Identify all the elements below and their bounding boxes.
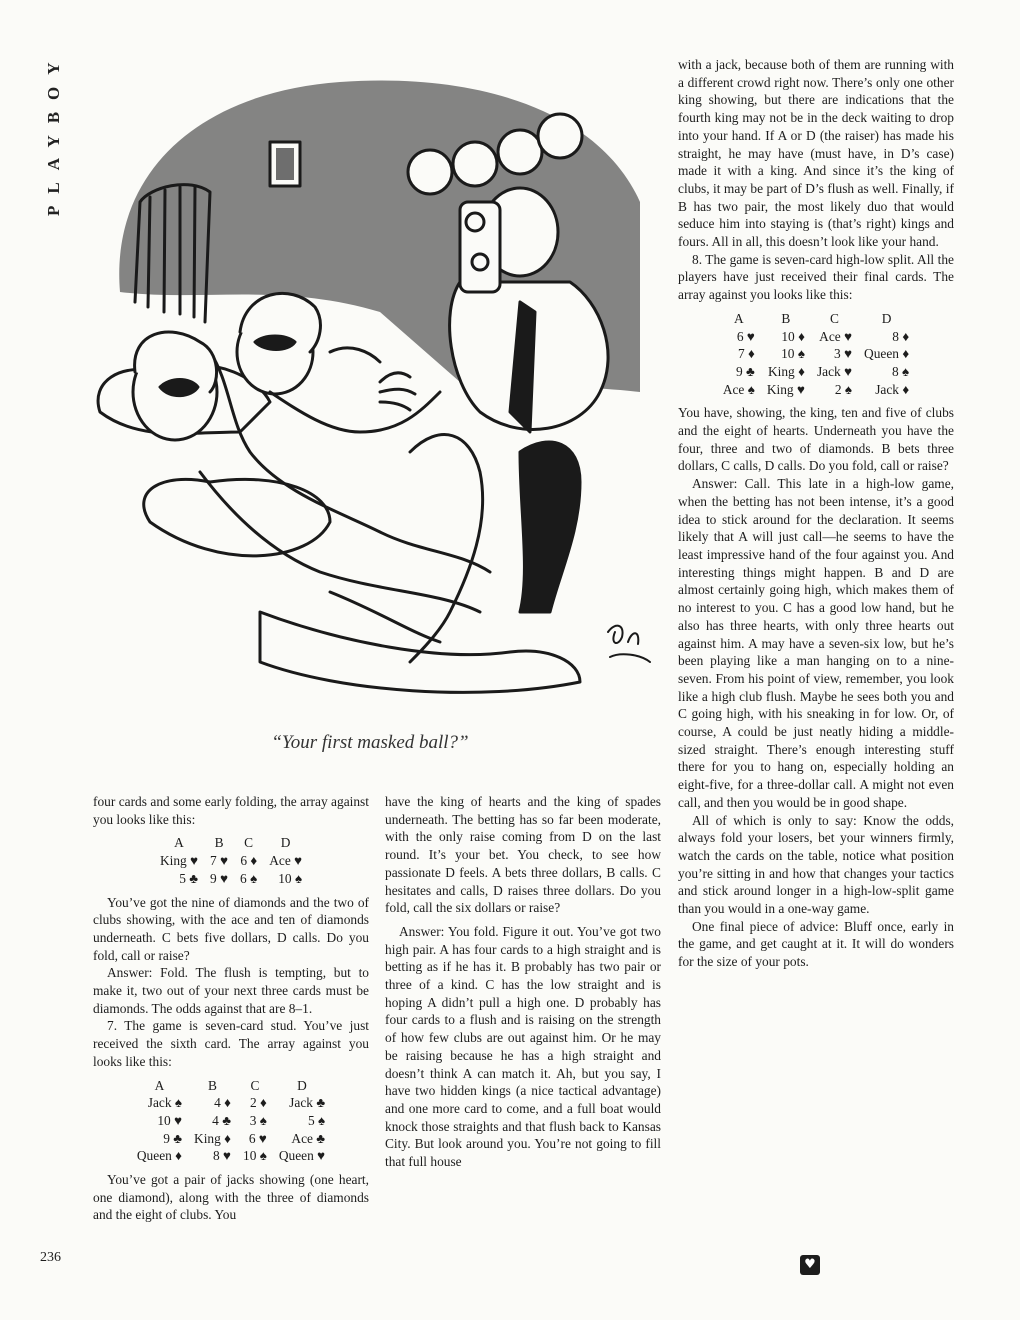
table-row: [154, 870, 308, 888]
paragraph: Answer: You fold. Figure it out. You’ve got two high pair. A has four cards to a high straight and is betting as if he has it. B probably has two pair or three of a kind. C has the low straight and is hoping A didn’t pull a high one. D probably has four cards to a flush and is raising on the strength of how few clubs are out against him. Or he may be raising because he has a high straight and doesn’t think A can match it. Ah, but you say, I have two hidden kings (a nice tactical advantage) and one more card to come, and a full boat would knock those straights and that flush back to Kansas City. But look around you. You’re not going to fill that full house: [385, 923, 661, 1170]
table-cell: 9 ♣: [736, 363, 755, 379]
table-cell: Ace ♥: [819, 328, 853, 344]
table-cell: King ♥: [159, 853, 199, 869]
table-cell: 7 ♥: [210, 853, 229, 869]
table-cell: Jack ♦: [875, 381, 910, 397]
text-column-1: [93, 793, 369, 1224]
cartoon-caption: “Your first masked ball?”: [271, 732, 469, 753]
table-cell: 5 ♠: [307, 1112, 326, 1128]
table-row: [717, 328, 915, 346]
table-header: A: [733, 310, 744, 326]
table-cell: Queen ♦: [136, 1148, 183, 1164]
table-cell: Queen ♦: [864, 346, 910, 362]
table-cell: 8 ♦: [892, 328, 910, 344]
card-array-table: [717, 310, 915, 399]
paragraph: You have, showing, the king, ten and five of clubs and the eight of hearts. Underneath you have the four, three and two of diamonds. B bets three dollars, C calls, D calls. Do you fold, call or raise?: [678, 405, 954, 474]
table-cell: 9 ♣: [163, 1130, 183, 1146]
paragraph: All of which is only to say: Know the odds, always fold your losers, bet your winners firmly, watch the cards on the table, notice what position you’re sitting in and how that changes your tactics and stick around longer in a high-low-split game than you would in a one-way game.: [678, 812, 954, 917]
table-cell: Ace ♣: [291, 1130, 326, 1146]
table-cell: 4 ♦: [214, 1095, 231, 1111]
table-cell: 9 ♥: [210, 870, 229, 886]
table-cell: 8 ♥: [213, 1148, 231, 1164]
table-row: [131, 1130, 331, 1148]
text-column-3: [678, 56, 954, 971]
table-header: B: [781, 310, 791, 326]
table-cell: 10 ♥: [157, 1112, 183, 1128]
table-row: [131, 1112, 331, 1130]
table-cell: 2 ♠: [834, 381, 853, 397]
paragraph: Answer: Fold. The flush is tempting, but to make it, two out of your next three cards must be diamonds. The odds against that are 8–1.: [93, 965, 369, 1016]
table-cell: 2 ♦: [249, 1095, 267, 1111]
table-cell: Queen ♥: [278, 1148, 326, 1164]
table-cell: 3 ♠: [249, 1112, 267, 1128]
paragraph: 8. The game is seven-card high-low split. All the players have just received their final cards. The array against you looks like this:: [678, 251, 954, 303]
table-row: [154, 852, 308, 870]
card-array-table: [154, 834, 308, 887]
table-cell: 10 ♠: [243, 1148, 267, 1164]
table-cell: 4 ♣: [212, 1112, 231, 1128]
paragraph: You’ve got a pair of jacks showing (one heart, one diamond), along with the three of diamonds and the eight of clubs. You: [93, 1172, 369, 1223]
table-header: D: [881, 310, 892, 326]
table-cell: 3 ♥: [834, 346, 853, 362]
cartoon-illustration: [80, 52, 670, 712]
paragraph: 7. The game is seven-card stud. You’ve just received the sixth card. The array against you looks like this:: [93, 1018, 369, 1069]
paragraph: with a jack, because both of them are running with a different crowd right now. There’s only one other king showing, but there are indications that the fourth king may not be in the deck waiting to drop into your hand. If A or D (the raiser) has made his straight, he may have (must have, in D’s case) made it with a king. And since it’s the king of clubs, it may be part of D’s flush as well. Finally, if B has two pair, the most likely duo that would seduce him into staying is (that’s right) kings and fours. All in all, this doesn’t look like your hand.: [678, 57, 954, 250]
table-cell: Ace ♥: [269, 853, 303, 869]
table-cell: 6 ♦: [240, 853, 258, 869]
table-cell: Jack ♠: [147, 1095, 183, 1111]
table-cell: 6 ♥: [248, 1130, 267, 1146]
paragraph: Answer: Call. This late in a high-low game, when the betting has not been intense, it’s a good idea to stick around for the declaration. It seems likely that A will just call—he seems to have the least impressive hand of the four against you. And interesting things might happen. B and D are almost certainly going high, which makes them of no interest to you. C has a good low hand, but he also has three hearts, with only three hearts out against him. A may have a seven-six low, but he’s been playing like a man hanging on to a nine-seven. From his point of view, remember, you look like a high club flush. Maybe he sees both you and C going high, with his sneaking in for low. Or, of course, A could be just neatly hiding a middle-sized straight. There’s enough interesting stuff there for you to hang on, especially holding an eight-five, for a three-dollar call. A might not even call, and then you would be in good shape.: [678, 476, 954, 810]
table-header: C: [830, 310, 839, 326]
text-column-2: [385, 793, 661, 1171]
table-row: [717, 381, 915, 399]
table-cell: 10 ♠: [278, 870, 303, 886]
paragraph: You’ve got the nine of diamonds and the two of clubs showing, with the ace and ten of diamonds underneath. C bets five dollars, D calls. Do you fold, call or raise?: [93, 894, 369, 963]
table-row: [717, 345, 915, 363]
table-cell: 6 ♥: [736, 328, 755, 344]
magazine-name: PLAYBOY: [44, 50, 63, 216]
table-cell: 10 ♠: [781, 346, 805, 362]
table-cell: 7 ♦: [737, 346, 755, 362]
table-cell: Jack ♣: [289, 1095, 326, 1111]
table-row: [131, 1147, 331, 1165]
table-cell: 5 ♣: [179, 870, 199, 886]
table-header: D: [280, 835, 291, 851]
card-array-table: [131, 1077, 331, 1166]
table-cell: 10 ♦: [781, 328, 805, 344]
paragraph: four cards and some early folding, the array against you looks like this:: [93, 794, 369, 827]
table-header: A: [154, 1077, 165, 1093]
table-header: D: [297, 1077, 307, 1093]
table-cell: Jack ♥: [816, 363, 853, 379]
bunny-logo-icon: ♥: [800, 1255, 820, 1275]
table-header: B: [214, 835, 224, 851]
table-cell: King ♦: [194, 1130, 231, 1146]
table-row: [131, 1094, 331, 1112]
table-header: C: [244, 835, 254, 851]
page-number: 236: [40, 1250, 61, 1265]
table-cell: King ♥: [766, 381, 805, 397]
table-cell: 6 ♠: [240, 870, 258, 886]
paragraph: One final piece of advice: Bluff once, early in the game, and get caught at it. It will do wonders for the size of your pots.: [678, 918, 954, 970]
table-header: C: [250, 1077, 260, 1093]
table-cell: Ace ♠: [722, 381, 755, 397]
table-header: B: [208, 1077, 217, 1093]
paragraph: have the king of hearts and the king of spades underneath. The betting has so far been moderate, with the only raise coming from D on the last round. It’s your bet. You check, to see how passionate D feels. A bets three dollars, B calls. C hesitates and calls, D raises three dollars. Do you fold, call the six dollars or raise?: [385, 794, 661, 916]
table-row: [717, 363, 915, 381]
table-cell: 8 ♠: [892, 363, 910, 379]
table-cell: King ♦: [767, 363, 805, 379]
table-header: A: [174, 835, 184, 851]
